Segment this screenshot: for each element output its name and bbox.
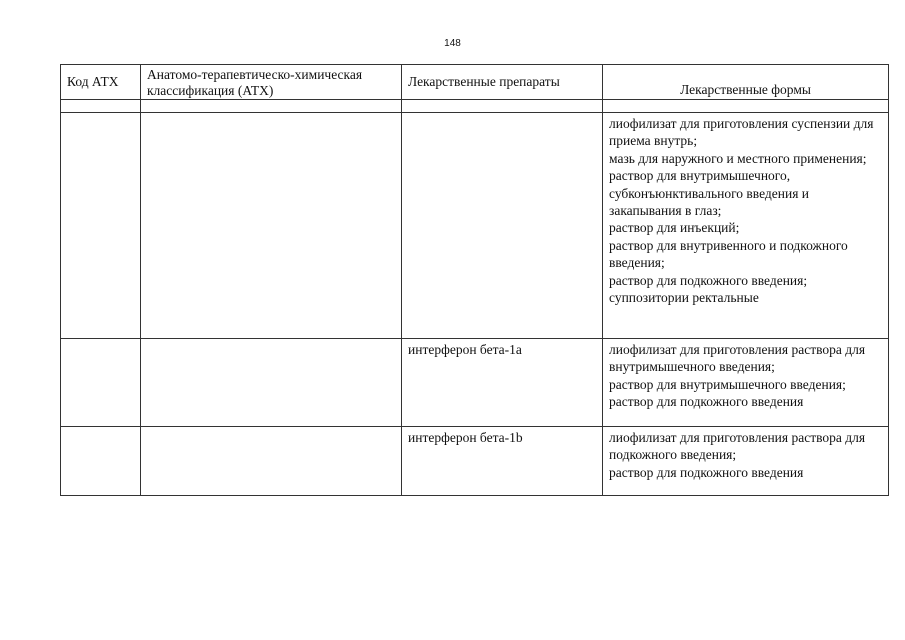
header-code: Код АТХ [61, 65, 141, 100]
form-item: раствор для внутривенного и подкожного введения; [609, 237, 848, 271]
table-row [61, 339, 889, 427]
cell-classification [141, 339, 402, 427]
table-row [61, 113, 889, 339]
header-classification: Анатомо-терапевтическо-химическая классификация (АТХ) [141, 65, 402, 100]
form-item: лиофилизат для приготовления раствора для внутримышечного введения; [609, 342, 866, 375]
cell-forms [603, 427, 889, 496]
cell-code [61, 427, 141, 496]
form-item: раствор для внутримышечного, субконъюнктивального введения и закапывания в глаз; [609, 168, 810, 219]
header-forms: Лекарственные формы [603, 65, 889, 100]
table-header-row [61, 65, 889, 100]
page-number: 148 [444, 38, 461, 49]
form-item: лиофилизат для приготовления раствора для подкожного введения; [609, 430, 866, 463]
cell-drug: интерферон бета-1b [402, 427, 603, 496]
form-item: лиофилизат для приготовления суспензии для приема внутрь; [609, 116, 874, 149]
cell-code [61, 113, 141, 339]
cell-classification [141, 427, 402, 496]
form-item: мазь для наружного и местного применения; [609, 150, 867, 166]
header-drugs: Лекарственные препараты [402, 65, 603, 100]
form-item: раствор для подкожного введения [609, 464, 804, 480]
table-spacer-row [61, 100, 889, 113]
form-item: раствор для инъекций; [609, 220, 740, 236]
cell-code [61, 339, 141, 427]
forms-list [609, 429, 882, 481]
form-item: раствор для внутримышечного введения; [609, 376, 846, 392]
forms-list [609, 115, 882, 306]
cell-drug [402, 113, 603, 339]
cell-classification [141, 113, 402, 339]
form-item: раствор для подкожного введения; [609, 272, 808, 288]
atx-table [60, 64, 889, 496]
form-item: суппозитории ректальные [609, 290, 759, 306]
forms-list [609, 341, 882, 411]
table-row [61, 427, 889, 496]
form-item: раствор для подкожного введения [609, 394, 804, 410]
cell-forms [603, 113, 889, 339]
cell-drug: интерферон бета-1a [402, 339, 603, 427]
cell-forms [603, 339, 889, 427]
